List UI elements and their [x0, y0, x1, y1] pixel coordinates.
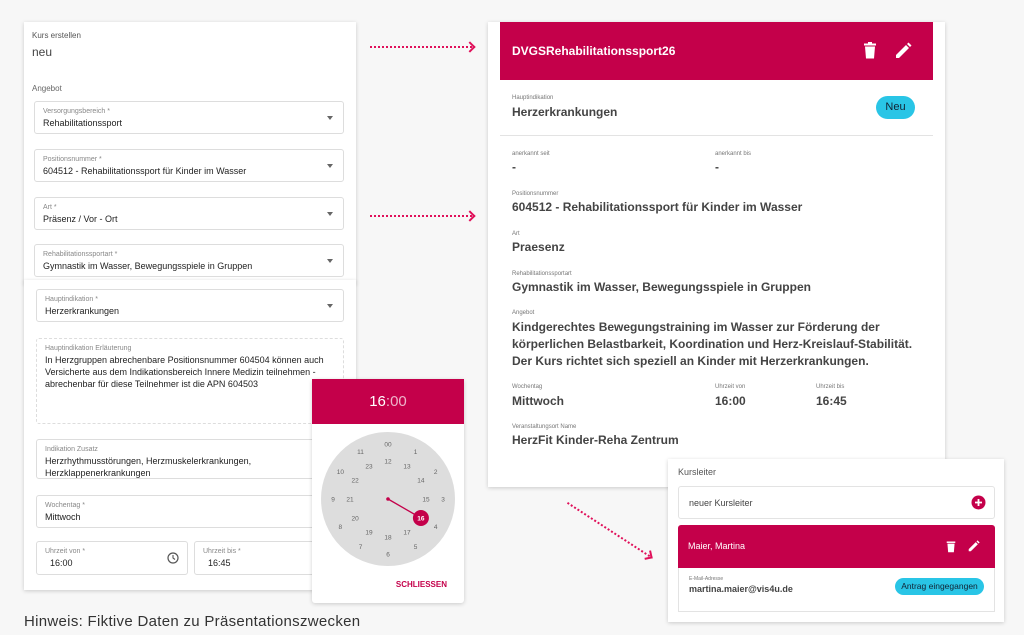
field-label: Art *: [43, 204, 57, 211]
add-circle-icon[interactable]: [971, 495, 986, 510]
sportart-select[interactable]: [34, 244, 344, 277]
clock-hour-12[interactable]: 12: [384, 458, 392, 466]
field-value: Präsenz / Vor - Ort: [43, 214, 118, 224]
hauptindikation-select[interactable]: [36, 289, 344, 322]
field-value: Herzerkrankungen: [45, 306, 120, 316]
angebot-label: Angebot: [512, 310, 535, 316]
divider: [500, 135, 933, 136]
field-value: Gymnastik im Wasser, Bewegungsspiele in Gruppen: [43, 261, 253, 271]
sportart-value: Gymnastik im Wasser, Bewegungsspiele in Gruppen: [512, 280, 811, 294]
form-subtitle: neu: [32, 45, 53, 59]
detail-header: [500, 22, 933, 80]
clock-hour-9[interactable]: 9: [331, 496, 335, 504]
field-label: Hauptindikation Erläuterung: [45, 345, 132, 352]
uhrzeit-bis-field[interactable]: [194, 541, 324, 575]
clock-hour-4[interactable]: 4: [433, 524, 438, 531]
field-value: 16:00: [50, 558, 73, 568]
clock-hour-1[interactable]: 1: [413, 448, 418, 456]
field-label: Hauptindikation *: [45, 296, 98, 303]
anerkannt-bis-value: -: [715, 160, 719, 174]
section-angebot: Angebot: [32, 84, 62, 93]
arrow-connector: [370, 215, 472, 217]
detail-title: DVGSRehabilitationssport26: [512, 44, 676, 58]
clock-hour-2[interactable]: 2: [433, 469, 438, 476]
hours-display[interactable]: 16: [369, 393, 386, 410]
field-value: Rehabilitationssport: [43, 118, 123, 128]
art-label: Art: [512, 231, 520, 237]
clock-icon[interactable]: [167, 552, 179, 564]
bis-label: Uhrzeit bis: [816, 384, 845, 390]
chevron-down-icon: [327, 259, 333, 263]
field-value: In Herzgruppen abrechenbare Positionsnummer 604504 können auch Versicherte aus dem Indikationsbereich Innere Medizin teilnehmen - abrechenbar für diese Teilnehmer ist die APN 604503: [45, 355, 324, 389]
anerkannt-seit-value: -: [512, 160, 516, 174]
clock-hour-20[interactable]: 20: [351, 515, 359, 523]
clock-hour-10[interactable]: 10: [336, 469, 344, 476]
clock-hour-17[interactable]: 17: [403, 529, 411, 537]
status-badge: Neu: [876, 96, 915, 119]
versorgungsbereich-select[interactable]: [34, 101, 344, 134]
art-select[interactable]: [34, 197, 344, 230]
field-label: Wochentag *: [45, 502, 85, 509]
field-label: Positionsnummer *: [43, 156, 102, 163]
uhrzeit-von-field[interactable]: [36, 541, 188, 575]
status-badge: Antrag eingegangen: [895, 578, 984, 595]
positionsnummer-select[interactable]: [34, 149, 344, 182]
chevron-down-icon: [327, 212, 333, 216]
position-label: Positionsnummer: [512, 191, 559, 197]
indikation-zusatz-field[interactable]: [36, 439, 344, 479]
pencil-icon[interactable]: [895, 42, 912, 59]
anerkannt-bis-label: anerkannt bis: [715, 151, 752, 157]
wochentag-label: Wochentag: [512, 384, 543, 390]
trash-icon[interactable]: [863, 42, 877, 59]
wochentag-field[interactable]: [36, 495, 344, 528]
new-kursleiter-row[interactable]: [678, 486, 995, 519]
chevron-down-icon: [327, 116, 333, 120]
kursleiter-card: [668, 459, 1004, 622]
footer-note: Hinweis: Fiktive Daten zu Präsentationszwecken: [24, 613, 361, 630]
von-value: 16:00: [715, 394, 746, 408]
clock-hour-14[interactable]: 14: [417, 477, 425, 485]
time-picker-dialog: [312, 379, 464, 603]
field-value: 16:45: [208, 558, 231, 568]
kursleiter-title: Kursleiter: [678, 467, 717, 477]
ort-value: HerzFit Kinder-Reha Zentrum: [512, 433, 679, 447]
chevron-down-icon: [327, 304, 333, 308]
clock-hour-22[interactable]: 22: [351, 477, 359, 485]
clock-hour-00[interactable]: 00: [384, 441, 392, 449]
clock-hour-23[interactable]: 23: [365, 463, 373, 471]
position-value: 604512 - Rehabilitationssport für Kinder im Wasser: [512, 200, 803, 214]
chevron-down-icon: [327, 164, 333, 168]
clock-hour-11[interactable]: 11: [357, 448, 364, 456]
minutes-display[interactable]: 00: [390, 393, 407, 410]
sportart-label: Rehabilitationssportart: [512, 271, 572, 277]
time-picker-header: [312, 379, 464, 424]
clock-hour-13[interactable]: 13: [403, 463, 411, 471]
arrow-connector: [370, 46, 472, 48]
field-label: Versorgungsbereich *: [43, 108, 110, 115]
kursleiter-item-body: [678, 568, 995, 612]
new-kursleiter-label: neuer Kursleiter: [689, 498, 753, 508]
field-label: Indikation Zusatz: [45, 446, 98, 453]
field-value: Mittwoch: [45, 512, 81, 522]
bis-value: 16:45: [816, 394, 847, 408]
trash-icon[interactable]: [946, 540, 956, 553]
clock-hour-21[interactable]: 21: [346, 496, 354, 504]
clock-hour-6[interactable]: 6: [386, 551, 390, 559]
clock-hour-19[interactable]: 19: [365, 529, 373, 537]
angebot-value: Kindgerechtes Bewegungstraining im Wasser zur Förderung der körperlichen Belastbarkeit, Koordination und Herz-Kreislauf-Stabilität. Der Kurs richtet sich speziell an Kinder mit Herzerkrankungen.: [512, 320, 913, 368]
course-detail-card: [488, 22, 945, 487]
hauptindikation-value: Herzerkrankungen: [512, 105, 618, 119]
art-value: Praesenz: [512, 240, 565, 254]
email-label: E-Mail-Adresse: [689, 576, 724, 582]
close-button[interactable]: SCHLIESSEN: [395, 580, 447, 589]
ort-label: Veranstaltungsort Name: [512, 424, 577, 430]
field-label: Uhrzeit von *: [45, 548, 86, 555]
kursleiter-item-header: [678, 525, 995, 568]
von-label: Uhrzeit von: [715, 384, 746, 390]
clock-hour-8[interactable]: 8: [338, 524, 343, 531]
clock-hour-3[interactable]: 3: [441, 496, 445, 504]
pencil-icon[interactable]: [968, 540, 980, 552]
email-value: martina.maier@vis4u.de: [689, 584, 793, 594]
clock-hour-18[interactable]: 18: [384, 534, 392, 542]
form-title: Kurs erstellen: [32, 31, 81, 40]
field-value: Herzrhythmusstörungen, Herzmuskelerkrankungen, Herzklappenerkrankungen: [45, 456, 252, 478]
erlaeuterung-textarea[interactable]: [36, 338, 344, 424]
arrow-connector: [567, 502, 650, 557]
wochentag-value: Mittwoch: [512, 394, 564, 408]
kursleiter-name: Maier, Martina: [688, 541, 746, 551]
clock-hour-16[interactable]: 16: [417, 515, 425, 523]
field-value: 604512 - Rehabilitationssport für Kinder im Wasser: [43, 166, 247, 176]
hauptindikation-label: Hauptindikation: [512, 95, 554, 101]
field-label: Uhrzeit bis *: [203, 548, 241, 555]
time-separator: :: [385, 393, 391, 410]
anerkannt-seit-label: anerkannt seit: [512, 151, 550, 157]
clock-hour-7[interactable]: 7: [358, 544, 363, 552]
clock-face[interactable]: [312, 432, 464, 572]
clock-center: [386, 497, 390, 501]
clock-hour-15[interactable]: 15: [422, 496, 430, 504]
clock-hour-5[interactable]: 5: [413, 544, 418, 552]
field-label: Rehabilitationssportart *: [43, 251, 118, 258]
